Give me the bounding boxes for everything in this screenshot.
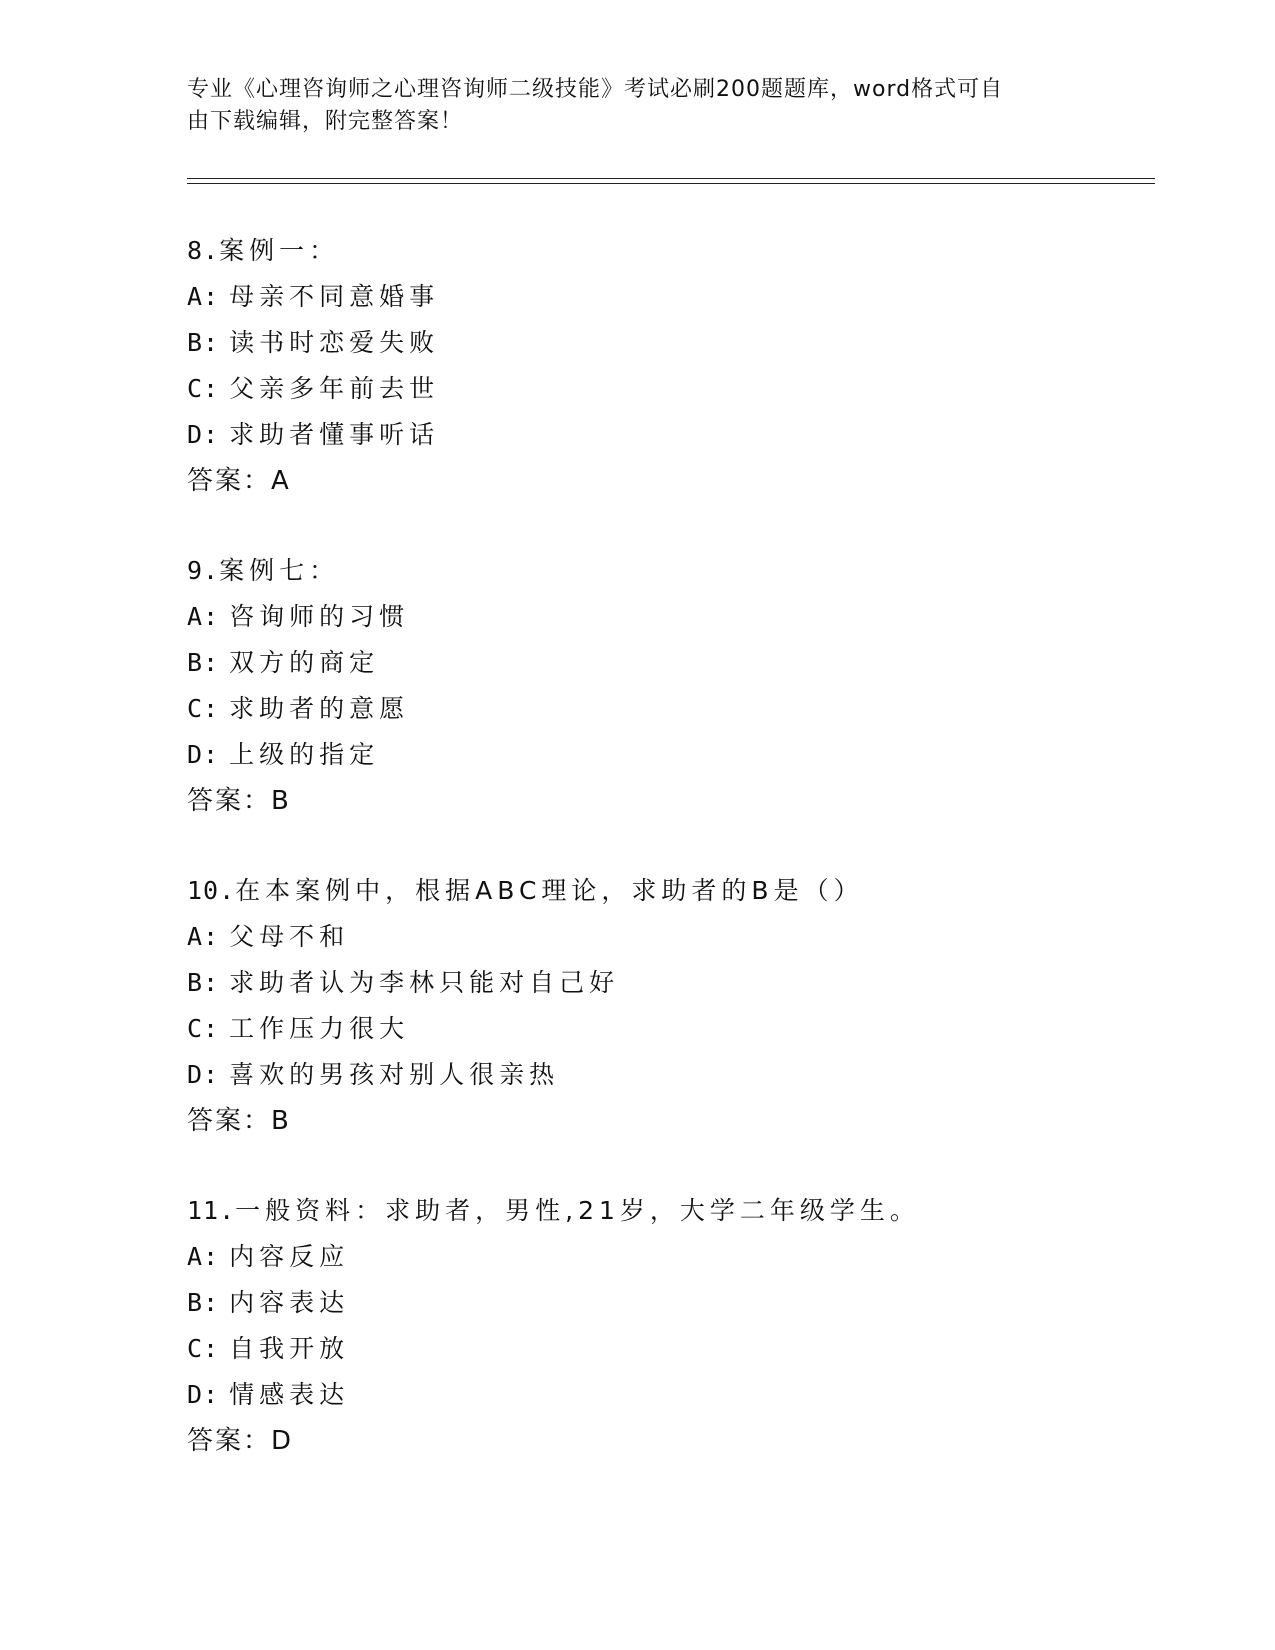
option-text: 内容表达 [229, 1288, 350, 1317]
option-letter: A: [187, 602, 220, 631]
option-text: 喜欢的男孩对别人很亲热 [229, 1060, 560, 1089]
option-text: 求助者认为李林只能对自己好 [229, 968, 620, 997]
question-9 [187, 548, 1087, 824]
document-header [187, 74, 1067, 138]
question-stem [187, 1188, 1087, 1234]
answer-line [187, 1098, 1087, 1144]
option-letter: D: [187, 1060, 220, 1089]
option-c [187, 1006, 1087, 1052]
question-number: 10. [187, 876, 236, 905]
option-b [187, 320, 1087, 366]
option-letter: C: [187, 694, 220, 723]
option-b [187, 1280, 1087, 1326]
option-a [187, 594, 1087, 640]
question-stem [187, 868, 1087, 914]
answer-value: A [271, 466, 289, 496]
answer-value: B [271, 1106, 289, 1136]
answer-label: 答案： [187, 466, 272, 496]
option-d [187, 1372, 1087, 1418]
option-a [187, 274, 1087, 320]
answer-line [187, 778, 1087, 824]
option-d [187, 412, 1087, 458]
option-d [187, 1052, 1087, 1098]
option-letter: A: [187, 922, 220, 951]
question-8 [187, 228, 1087, 504]
option-a [187, 914, 1087, 960]
option-text: 工作压力很大 [229, 1014, 410, 1043]
option-letter: C: [187, 1014, 220, 1043]
option-text: 求助者的意愿 [229, 694, 410, 723]
option-d [187, 732, 1087, 778]
question-number: 11. [187, 1196, 236, 1225]
header-line-1: 专业《心理咨询师之心理咨询师二级技能》考试必刷200题题库，word格式可自 [187, 77, 1004, 102]
option-text: 读书时恋爱失败 [229, 328, 440, 357]
question-11 [187, 1188, 1087, 1464]
question-text: 一般资料：求助者，男性,21岁，大学二年级学生。 [235, 1196, 920, 1225]
option-b [187, 960, 1087, 1006]
question-stem [187, 228, 1087, 274]
option-text: 母亲不同意婚事 [229, 282, 440, 311]
option-letter: C: [187, 1334, 220, 1363]
option-text: 咨询师的习惯 [229, 602, 410, 631]
option-text: 情感表达 [229, 1380, 350, 1409]
question-text: 案例一： [219, 236, 340, 265]
option-letter: C: [187, 374, 220, 403]
header-line-2: 由下载编辑，附完整答案！ [187, 109, 464, 134]
header-divider [187, 178, 1155, 184]
answer-value: B [271, 786, 289, 816]
question-10 [187, 868, 1087, 1144]
option-text: 上级的指定 [229, 740, 380, 769]
question-text: 在本案例中，根据ABC理论，求助者的B是（） [235, 876, 864, 905]
option-c [187, 686, 1087, 732]
option-c [187, 1326, 1087, 1372]
option-text: 内容反应 [229, 1242, 350, 1271]
answer-line [187, 458, 1087, 504]
answer-label: 答案： [187, 1106, 272, 1136]
option-text: 父亲多年前去世 [229, 374, 440, 403]
option-text: 双方的商定 [229, 648, 380, 677]
option-letter: A: [187, 282, 220, 311]
answer-label: 答案： [187, 1426, 272, 1456]
option-letter: D: [187, 420, 220, 449]
question-number: 9. [187, 556, 220, 585]
option-letter: D: [187, 740, 220, 769]
option-letter: A: [187, 1242, 220, 1271]
question-number: 8. [187, 236, 220, 265]
question-stem [187, 548, 1087, 594]
answer-line [187, 1418, 1087, 1464]
option-text: 父母不和 [229, 922, 350, 951]
option-text: 求助者懂事听话 [229, 420, 440, 449]
option-a [187, 1234, 1087, 1280]
option-c [187, 366, 1087, 412]
option-letter: B: [187, 968, 220, 997]
option-letter: B: [187, 1288, 220, 1317]
answer-label: 答案： [187, 786, 272, 816]
option-text: 自我开放 [229, 1334, 350, 1363]
question-text: 案例七： [219, 556, 340, 585]
answer-value: D [271, 1426, 292, 1456]
option-letter: B: [187, 648, 220, 677]
option-letter: B: [187, 328, 220, 357]
option-b [187, 640, 1087, 686]
option-letter: D: [187, 1380, 220, 1409]
